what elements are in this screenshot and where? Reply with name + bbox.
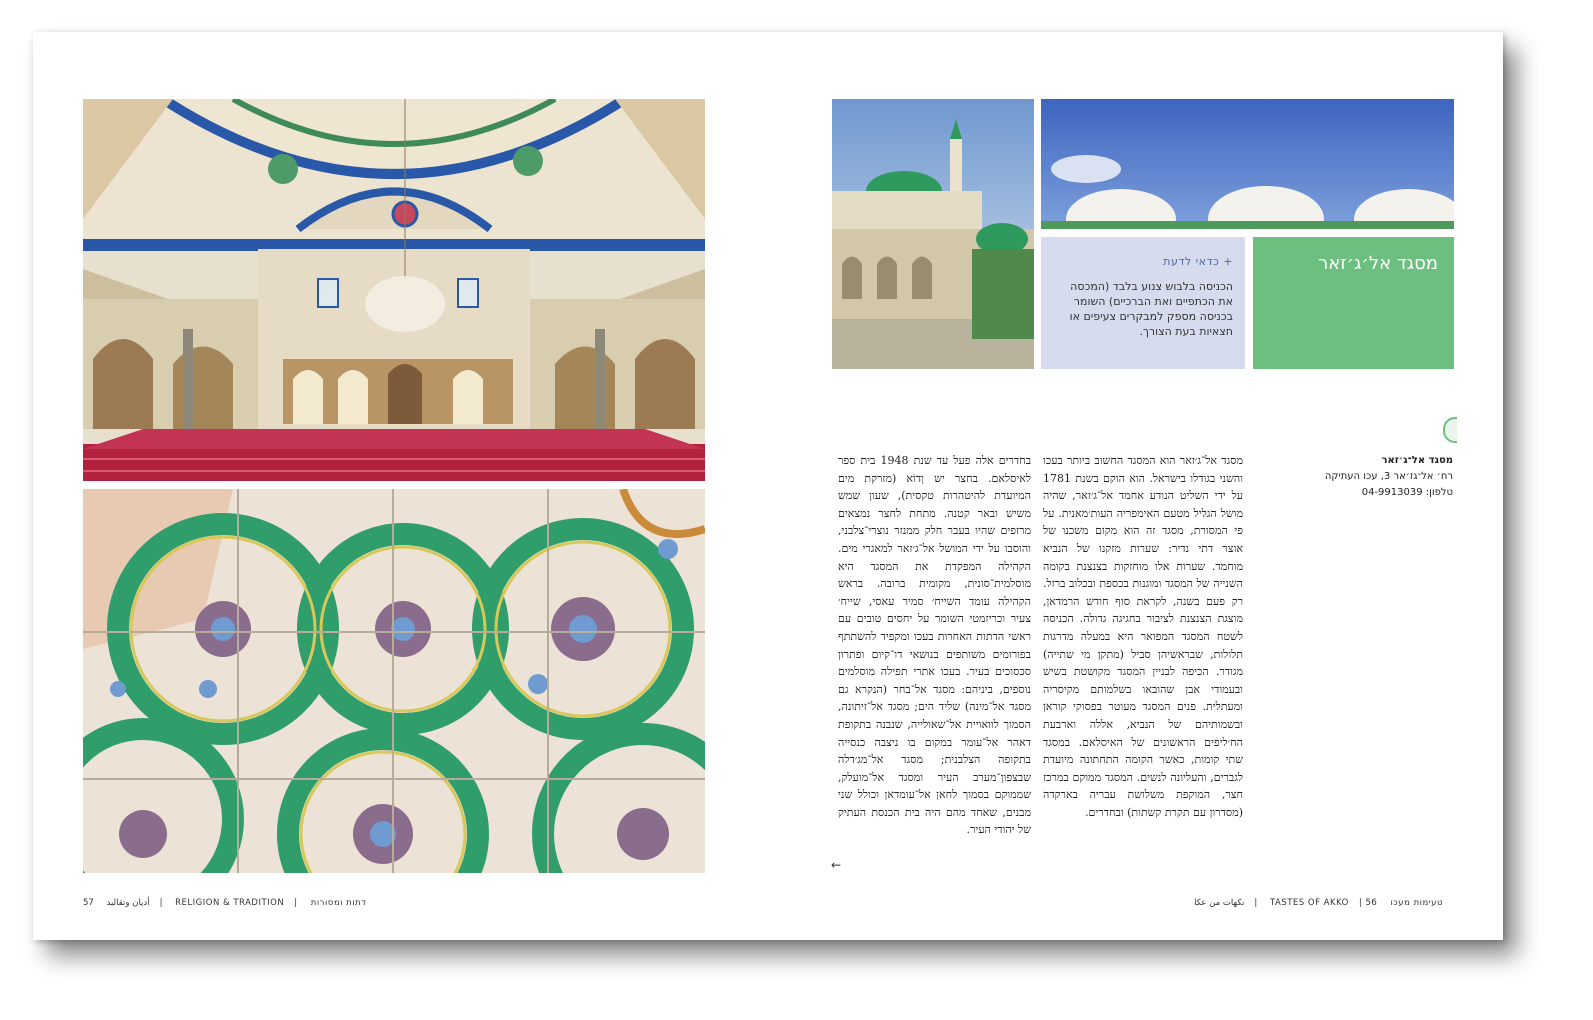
footer-right-arabic: نكهات من عكا [1194,898,1245,908]
left-page-number: 57 [83,898,94,908]
address-name: מסגד אל־ג׳זאר [1381,455,1453,466]
ceramic-tiles-photo [83,489,705,873]
info-text: הכניסה בלבוש צנוע בלבד (המכסה את הכתפיים ואת הברכיים) השומר בכניסה מספק למבקרים צעיפים או חצאיות בעת הצורך. [1069,280,1233,338]
white-domes-photo [1041,99,1454,229]
address-street: רח׳ אל־גז׳אר 3, עכו העתיקה [1324,471,1453,482]
title-box [1253,237,1454,369]
footer-left-english: RELIGION & TRADITION [175,898,285,908]
mosque-interior-photo [83,99,705,481]
book-spread [33,32,1503,940]
footer-left-hebrew: דתות ומסורות [310,898,367,908]
footer-right-english: TASTES OF AKKO [1270,898,1349,908]
info-heading: + כדאי לדעת [1163,255,1233,268]
address-block [1293,453,1453,501]
footer-left: 57 أديان وتقاليد | RELIGION & TRADITION | דתות ומסורות [83,898,367,908]
section-marker-icon [1443,417,1457,443]
info-box [1041,237,1245,369]
page-title: מסגד אל׳ג׳זאר [1318,253,1438,274]
body-column-right: מסגד אל־ג׳זאר הוא המסגד החשוב ביותר בעכו והשני בגודלו בישראל. הוא הוקם בשנת 1781 על ידי השליט הנודע אחמד אל־ג׳זאר, שהיה מושל הגליל מטעם האימפריה העות׳מאנית. על פי המסורת, מסגד זה הוא מקום משכנו של אוצר דתי נדיר: שערות מזקנו של הנביא מוחמד. שערות אלו מוחזקות בצנצנת בקומה השנייה של המסגד ומוגנות בכספת ובכלוב ברזל. רק פעם בשנה, לקראת סוף חודש הרמדאן, מוצגת הצנצנת לציבור בחגיגה גדולה. הכניסה לשטח המסגד המפואר היא במעלה מדרגות תלולות, שבראשיהן סביל (מתקן מי שתייה) מגודר. הכיפה לבניין המסגד מקושטת בשיש ובעמודי אבן שהובאו בשלמותם מקיסריה ומעתלית. פנים המסגד מעוטר בפסוקי קוראן ובשמותיהם של הנביא, אללה וארבעת הח׳ליפים הראשונים של האיסלאם. במסגד שתי קומות, כאשר הקומה התחתונה מיועדת לגברים, והעליונה לנשים. המסגד ממוקם במרכז חצר, המוקפת משלושת עבריה בארקדה (מסדרון עם תקרת קשתות) ובחדרים. [1043,454,1243,819]
footer-right: نكهات من عكا | TASTES OF AKKO | טעימות מעכו 56 [1194,898,1443,908]
mosque-exterior-photo [832,99,1034,369]
right-page-number: 56 [1365,898,1378,908]
continue-arrow-icon: ← [831,858,842,872]
footer-left-arabic: أديان وتقاليد [106,898,150,908]
address-phone: טלפון: 04-9913039 [1361,487,1453,498]
footer-right-hebrew: טעימות מעכו [1390,898,1443,908]
body-column-left: בחדרים אלה פעל עד שנת 1948 בית ספר לאיסלאם. בחצר יש וְדוֹא (מזרקת מים המיועדת להיטהרות טקסית), שעון שמש משיש ובאר קטנה. מתחת לחצר נמצאים מרזפים שהיו בעבר חלק ממנזר נוצרי־צלבני, והוסבו על ידי המושל אל־ג׳זאר למאגרי מים. הקהילה המפקדת את המסגד היא מוסלמית־סונית, מקומית ברובה. בראש הקהילה עומד השייח׳ סמיר עאסי, שייח׳ צעיר וכריזמטי השומר על יחסים טובים עם ראשי הדתות האחרות בעכו ומקפיד להשתתף בפורומים משותפים בנושאי דו־קיום ופתרון סכסוכים בעיר. בעכו אתרי תפילה מוסלמים נוספים, ביניהם: מסגד אל־בחר (הנקרא גם מסגד אל־מינה) שליד הים; מסגד אל־זיתונה, הסמוך לוואויית אל־שאולייה, שנבנה בתקופת דאהר אל־עומר במקום בו ניצבה כנסייה בתקופה הצלבנית; מסגד אל־מג׳דלה שבצפון־מערב העיר ומסגד אל־מועלק, שממוקם בסמוך לחאן אל־עומדאן וכולל שני מבנים, שאחד מהם היה בית הכנסת העתיק של יהודי העיר. [838,454,1031,837]
